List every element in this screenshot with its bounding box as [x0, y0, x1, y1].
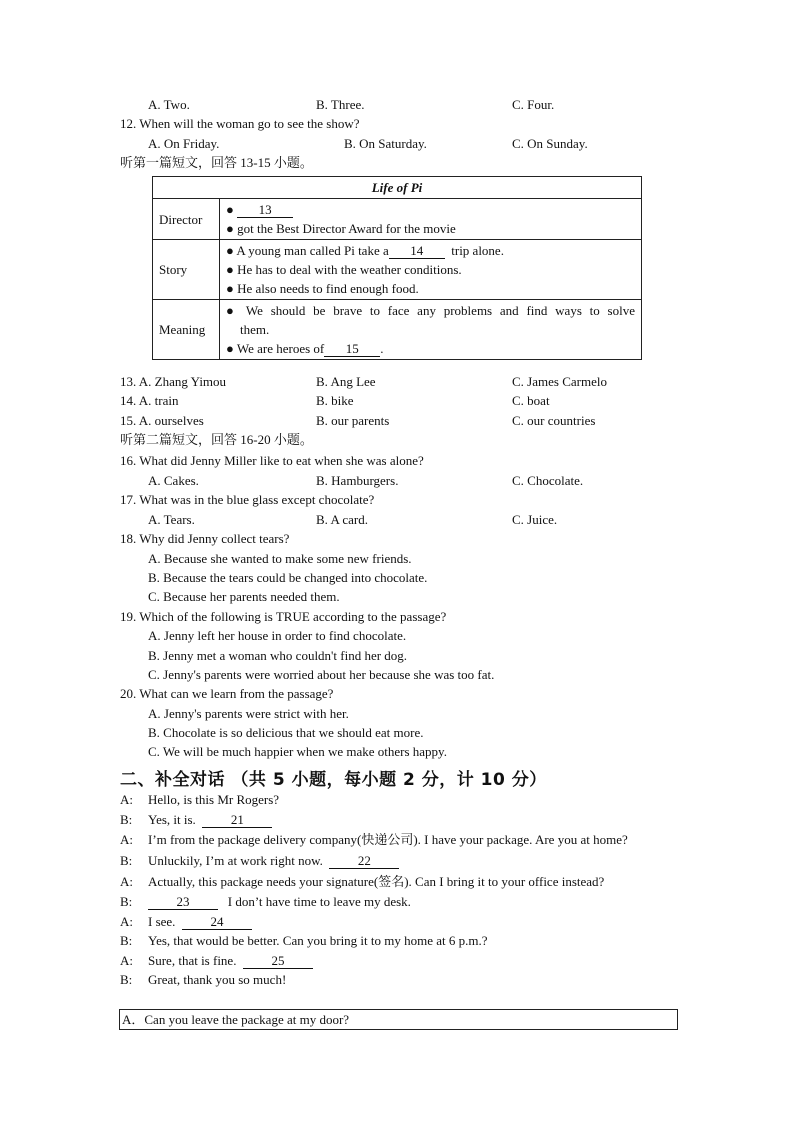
blank-21: 21	[202, 813, 272, 828]
director-line2: ● got the Best Director Award for the movie	[226, 221, 456, 236]
q20-option-a: A. Jenny's parents were strict with her.	[148, 706, 349, 721]
dialogue-line-5	[120, 874, 604, 890]
q11-option-b: B. Three.	[316, 97, 365, 112]
q20-option-c: C. We will be much happier when we make others happy.	[148, 744, 447, 759]
q13-option-b: B. Ang Lee	[316, 374, 376, 389]
q17-option-a: A. Tears.	[148, 512, 195, 527]
section2-title: 二、补全对话 （共 5 小题，每小题 2 分，计 10 分）	[120, 770, 547, 790]
story-line1-post: trip alone.	[451, 243, 504, 258]
dialogue-line-1	[120, 792, 279, 808]
dialogue-text: I don’t have time to leave my desk.	[227, 894, 411, 909]
speaker: B:	[120, 972, 133, 987]
table-row-meaning	[153, 300, 642, 360]
blank-14: 14	[389, 244, 445, 259]
story-line1-pre: ● A young man called Pi take a	[226, 243, 389, 258]
blank-24: 24	[182, 915, 252, 930]
dialogue-line-7	[120, 914, 252, 930]
q16-option-b: B. Hamburgers.	[316, 473, 399, 488]
q12-option-b: B. On Saturday.	[344, 136, 427, 151]
meaning-label: Meaning	[153, 300, 220, 360]
speaker: B:	[120, 933, 133, 948]
q17-options	[148, 512, 708, 528]
q17-question: 17. What was in the blue glass except chocolate?	[120, 492, 375, 507]
q19-option-c: C. Jenny's parents were worried about her because she was too fat.	[148, 667, 495, 682]
passage1-intro: 听第一篇短文，回答 13-15 小题。	[120, 155, 313, 170]
dialogue-text: I’m from the package delivery company(快递公司). I have your package. Are you at home?	[148, 832, 628, 847]
q13-options	[120, 374, 680, 390]
passage2-intro: 听第二篇短文，回答 16-20 小题。	[120, 432, 313, 447]
dialogue-line-6	[120, 894, 411, 910]
speaker: B:	[120, 894, 133, 909]
q12-option-c: C. On Sunday.	[512, 136, 588, 151]
dialogue-text: Actually, this package needs your signature(签名). Can I bring it to your office instead?	[148, 874, 605, 889]
meaning-line1-cont: them.	[240, 322, 270, 337]
meaning-line2-pre: ● We are heroes of	[226, 341, 325, 356]
speaker: B:	[120, 812, 133, 827]
q15-option-c: C. our countries	[512, 413, 596, 428]
story-label: Story	[153, 240, 220, 300]
dialogue-text: Sure, that is fine.	[148, 953, 237, 968]
q20-question: 20. What can we learn from the passage?	[120, 686, 334, 701]
q18-question: 18. Why did Jenny collect tears?	[120, 531, 290, 546]
q14-option-c: C. boat	[512, 393, 550, 408]
dialogue-text: Unluckily, I’m at work right now.	[148, 853, 323, 868]
meaning-content	[220, 300, 642, 360]
speaker: A:	[120, 914, 133, 929]
q15-option-b: B. our parents	[316, 413, 390, 428]
story-content	[220, 240, 642, 300]
speaker: A:	[120, 874, 133, 889]
q16-options	[148, 473, 708, 489]
director-label: Director	[153, 199, 220, 240]
dialogue-line-4	[120, 853, 399, 869]
meaning-line2-post: .	[380, 341, 384, 356]
story-line2: ● He has to deal with the weather conditions.	[226, 262, 462, 277]
dialogue-line-9	[120, 953, 313, 969]
table-title: Life of Pi	[153, 177, 642, 199]
q17-option-c: C. Juice.	[512, 512, 558, 527]
q16-option-a: A. Cakes.	[148, 473, 199, 488]
q16-option-c: C. Chocolate.	[512, 473, 584, 488]
q19-option-b: B. Jenny met a woman who couldn't find her dog.	[148, 648, 408, 663]
dialogue-line-3	[120, 832, 628, 848]
dialogue-line-10	[120, 972, 286, 988]
q19-question: 19. Which of the following is TRUE according to the passage?	[120, 609, 447, 624]
answer-option-box: A．Can you leave the package at my door?	[119, 1009, 678, 1030]
q12-option-a: A. On Friday.	[148, 136, 220, 151]
q14-options	[120, 393, 680, 409]
story-line1	[226, 241, 635, 260]
blank-25: 25	[243, 954, 313, 969]
blank-13: 13	[237, 203, 293, 218]
q18-option-b: B. Because the tears could be changed into chocolate.	[148, 570, 428, 585]
speaker: A:	[120, 832, 133, 847]
dialogue-text: Yes, it is.	[148, 812, 196, 827]
blank-22: 22	[329, 854, 399, 869]
q20-option-b: B. Chocolate is so delicious that we should eat more.	[148, 725, 424, 740]
q13-option-a: 13. A. Zhang Yimou	[120, 374, 227, 389]
dialogue-line-2	[120, 812, 272, 828]
table-row-director	[153, 199, 642, 240]
dialogue-text: I see.	[148, 914, 176, 929]
q15-option-a: 15. A. ourselves	[120, 413, 204, 428]
story-line3: ● He also needs to find enough food.	[226, 281, 419, 296]
speaker: A:	[120, 953, 133, 968]
dialogue-line-8	[120, 933, 488, 949]
q18-option-a: A. Because she wanted to make some new friends.	[148, 551, 412, 566]
speaker: A:	[120, 792, 133, 807]
dialogue-text: Yes, that would be better. Can you bring it to my home at 6 p.m.?	[148, 933, 488, 948]
meaning-line2	[226, 339, 635, 358]
q11-option-a: A. Two.	[148, 97, 190, 112]
table-row-story	[153, 240, 642, 300]
director-content	[220, 199, 642, 240]
q19-option-a: A. Jenny left her house in order to find chocolate.	[148, 628, 407, 643]
blank-23: 23	[148, 895, 218, 910]
q11-option-c: C. Four.	[512, 97, 555, 112]
director-line1: ● 13	[226, 200, 635, 219]
q13-option-c: C. James Carmelo	[512, 374, 607, 389]
q14-option-a: 14. A. train	[120, 393, 179, 408]
q14-option-b: B. bike	[316, 393, 354, 408]
q16-question: 16. What did Jenny Miller like to eat when she was alone?	[120, 453, 424, 468]
q15-options	[120, 413, 680, 429]
q18-option-c: C. Because her parents needed them.	[148, 589, 340, 604]
meaning-line1: ● We should be brave to face any problems and find ways to solve	[226, 303, 635, 318]
q12-question: 12. When will the woman go to see the show?	[120, 116, 360, 131]
q12-options	[148, 136, 708, 152]
life-of-pi-table	[152, 176, 642, 360]
q17-option-b: B. A card.	[316, 512, 368, 527]
speaker: B:	[120, 853, 133, 868]
table-title-row	[153, 177, 642, 199]
q11-options	[148, 97, 708, 113]
dialogue-text: Hello, is this Mr Rogers?	[148, 792, 280, 807]
dialogue-text: Great, thank you so much!	[148, 972, 287, 987]
blank-15: 15	[324, 342, 380, 357]
